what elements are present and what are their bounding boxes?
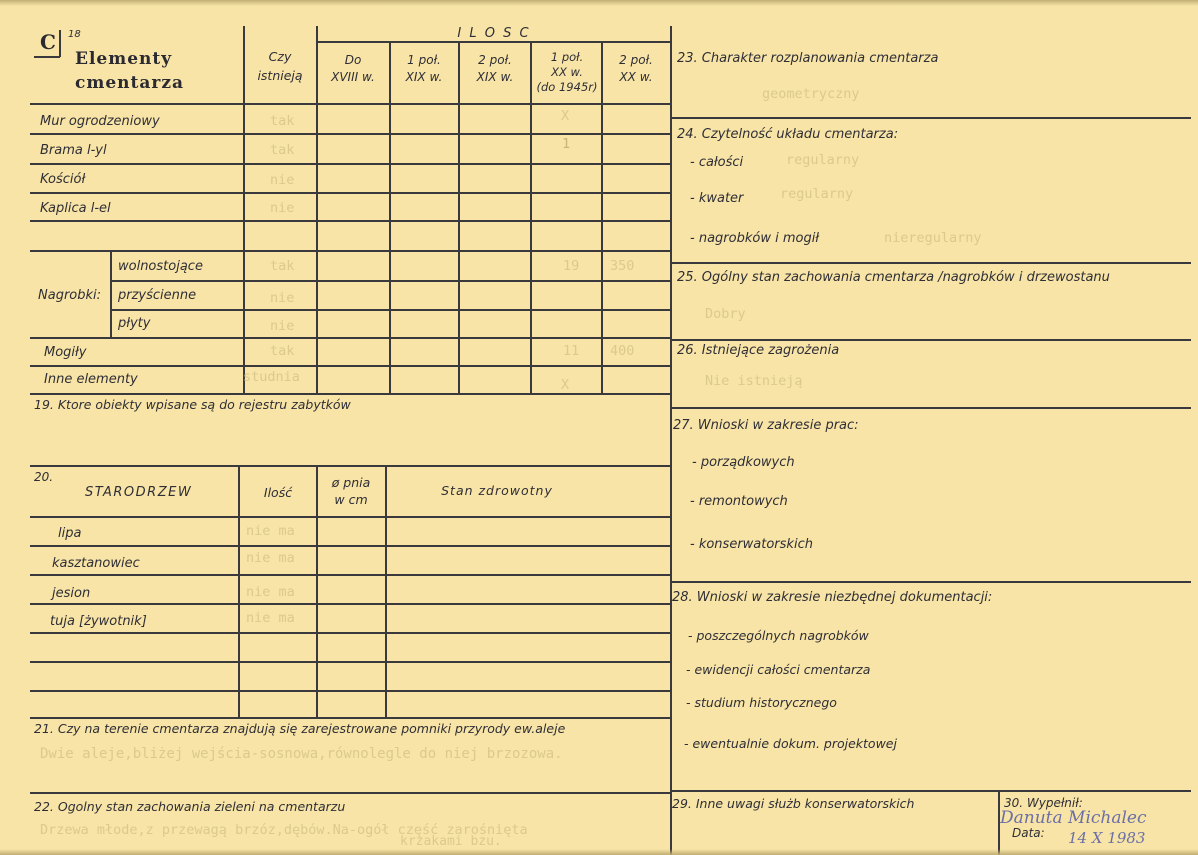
row-kosciol-czy: nie xyxy=(270,172,295,188)
nagrobki-label: Nagrobki: xyxy=(38,288,102,303)
paper-edge-top xyxy=(0,0,1198,6)
tree-name-jesion: jesion xyxy=(52,586,91,601)
q24-item-kwater: - kwater xyxy=(690,191,744,206)
tree-col-rule xyxy=(385,465,387,717)
q30-label: 30. Wypełnił: xyxy=(1004,796,1083,810)
row-label-kosciol: Kościół xyxy=(40,172,86,187)
card-letter: C xyxy=(40,30,57,54)
row-mur-p4: X xyxy=(561,108,570,124)
row-rule xyxy=(30,192,670,194)
center-divider xyxy=(670,26,672,855)
q27-label: 27. Wnioski w zakresie prac: xyxy=(673,418,859,433)
col-rule xyxy=(458,42,460,393)
card-title-line1: Elementy xyxy=(75,49,173,69)
col-rule xyxy=(389,42,391,393)
row-mogily-p5: 400 xyxy=(610,343,635,359)
q26-answer: Nie istnieją xyxy=(705,373,803,389)
q24-bottom-rule xyxy=(671,262,1191,264)
row-label-plyty: płyty xyxy=(118,316,151,331)
q19-bottom-rule xyxy=(30,465,670,467)
q22-label: 22. Ogolny stan zachowania zieleni na cmentarzu xyxy=(34,799,346,814)
q27-item-porzadkowych: - porządkowych xyxy=(692,455,795,470)
q22-answer: Drzewa młode,z przewagą brzóz,dębów.Na-ogół część zarośnięta xyxy=(40,822,528,838)
ilosc-rule xyxy=(318,41,670,43)
row-label-wolnostojace: wolnostojące xyxy=(118,259,203,274)
q29-label: 29. Inne uwagi służb konserwatorskich xyxy=(672,796,915,811)
signature: Danuta Michalec xyxy=(1000,808,1147,828)
row-rule xyxy=(30,133,670,135)
row-przyscienne-czy: nie xyxy=(270,290,295,306)
q27-item-remontowych: - remontowych xyxy=(690,494,788,509)
row-wolnostojace-p5: 350 xyxy=(610,258,635,274)
row-brama-czy: tak xyxy=(270,142,295,158)
q28-bottom-rule xyxy=(671,790,1191,792)
q25-answer: Dobry xyxy=(705,306,746,322)
row-label-brama: Brama l-yl xyxy=(40,143,107,158)
row-mur-czy: tak xyxy=(270,113,295,129)
row-brama-p4: 1 xyxy=(562,136,571,152)
col-header-period-2: 1 poł. XIX w. xyxy=(405,53,443,84)
row-rule xyxy=(30,337,670,339)
q22-answer-line2: krzakami bzu. xyxy=(400,834,502,849)
q24-label: 24. Czytelność układu cmentarza: xyxy=(677,127,899,142)
q24-item-nagrobkow: - nagrobków i mogił xyxy=(690,231,820,246)
q27-bottom-rule xyxy=(671,581,1191,583)
q20-col-ilosc: Ilość xyxy=(263,485,293,500)
header-bottom-rule xyxy=(30,103,670,105)
q26-label: 26. Istniejące zagrożenia xyxy=(677,343,840,358)
q20-bottom-rule xyxy=(30,717,670,719)
row-label-kaplica: Kaplica l-el xyxy=(40,201,111,216)
row-rule xyxy=(30,250,670,252)
tree-ilosc-tuja: nie ma xyxy=(246,610,295,626)
row-inne-p4: X xyxy=(561,377,570,393)
q20-col-stan: Stan zdrowotny xyxy=(441,483,553,498)
q21-label: 21. Czy na terenie cmentarza znajdują się zarejestrowane pomniki przyrody ew.aleje xyxy=(34,721,566,736)
row-label-mogily: Mogiły xyxy=(44,345,87,360)
tree-ilosc-jesion: nie ma xyxy=(246,584,295,600)
q28-item-projektowej: - ewentualnie dokum. projektowej xyxy=(684,736,897,751)
q24-answer-nagrobkow: nieregularny xyxy=(884,230,982,246)
col-rule xyxy=(530,42,532,393)
q28-label: 28. Wnioski w zakresie niezbędnej dokumentacji: xyxy=(672,590,993,605)
row-rule xyxy=(30,365,670,367)
q20-label: STARODRZEW xyxy=(85,485,193,500)
row-wolnostojace-czy: tak xyxy=(270,258,295,274)
q20-col-pien: ø pnia w cm xyxy=(331,475,371,507)
row-label-inne: Inne elementy xyxy=(44,372,138,387)
tree-col-rule xyxy=(316,465,318,717)
tree-rule xyxy=(30,574,670,576)
col-rule xyxy=(601,42,603,393)
row-inne-czy: studnia xyxy=(243,369,300,385)
tree-name-kasztanowiec: kasztanowiec xyxy=(52,556,140,571)
tree-ilosc-kasztanowiec: nie ma xyxy=(246,550,295,566)
q25-bottom-rule xyxy=(671,339,1191,341)
tree-rule xyxy=(30,545,670,547)
paper-edge-bottom xyxy=(0,849,1198,855)
q23-label: 23. Charakter rozplanowania cmentarza xyxy=(677,51,939,66)
tree-rule xyxy=(30,603,670,605)
col-rule xyxy=(243,26,245,393)
row-label-przyscienne: przyścienne xyxy=(118,288,197,303)
q24-answer-calosci: regularny xyxy=(786,152,860,168)
tree-ilosc-lipa: nie ma xyxy=(246,523,295,539)
q21-bottom-rule xyxy=(30,792,670,794)
row-label-mur: Mur ogrodzeniowy xyxy=(40,114,160,129)
q25-label: 25. Ogólny stan zachowania cmentarza /nagrobków i drzewostanu xyxy=(677,270,1110,285)
q28-item-studium: - studium historycznego xyxy=(686,695,837,710)
q19-label: 19. Ktore obiekty wpisane są do rejestru zabytków xyxy=(34,397,351,412)
col-header-period-4: 1 poł. XX w. (do 1945r) xyxy=(536,50,598,94)
col-header-ilosc: I L O S C xyxy=(457,26,531,41)
q30-date-label: Data: xyxy=(1012,826,1045,840)
q26-bottom-rule xyxy=(671,407,1191,409)
tree-rule xyxy=(30,661,670,663)
q27-item-konserwatorskich: - konserwatorskich xyxy=(690,537,813,552)
card-title-line2: cmentarza xyxy=(75,73,185,93)
row-plyty-czy: nie xyxy=(270,318,295,334)
nagrobki-col-rule xyxy=(110,250,112,337)
row-mogily-p4: 11 xyxy=(563,343,580,359)
q30-date-value: 14 X 1983 xyxy=(1068,829,1146,847)
tree-rule xyxy=(30,632,670,634)
tree-rule xyxy=(30,516,670,518)
tree-col-rule xyxy=(238,465,240,717)
col-rule xyxy=(316,26,318,393)
col-header-czy: Czy istnieją xyxy=(257,49,303,83)
q21-answer: Dwie aleje,bliżej wejścia-sosnowa,równolegle do niej brzozowa. xyxy=(40,746,563,762)
tree-rule xyxy=(30,690,670,692)
tree-name-tuja: tuja [żywotnik] xyxy=(50,614,147,629)
q23-bottom-rule xyxy=(671,117,1191,119)
q24-item-calosci: - całości xyxy=(690,155,744,170)
corner-mark-vertical xyxy=(59,30,61,57)
tree-name-lipa: lipa xyxy=(58,526,82,541)
row-mogily-czy: tak xyxy=(270,343,295,359)
q20-number: 20. xyxy=(34,470,54,484)
row-wolnostojace-p4: 19 xyxy=(563,258,580,274)
q28-item-nagrobkow: - poszczególnych nagrobków xyxy=(688,628,869,643)
q28-item-ewidencji: - ewidencji całości cmentarza xyxy=(686,662,871,677)
q24-answer-kwater: regularny xyxy=(780,186,854,202)
row-rule xyxy=(30,220,670,222)
col-header-period-1: Do XVIII w. xyxy=(331,53,375,84)
q23-answer: geometryczny xyxy=(762,86,860,102)
col-header-period-3: 2 poł. XIX w. xyxy=(476,53,514,84)
card-number: 18 xyxy=(68,29,81,40)
row-rule xyxy=(30,393,670,395)
col-header-period-5: 2 poł. XX w. xyxy=(619,53,653,84)
row-kaplica-czy: nie xyxy=(270,200,295,216)
row-rule xyxy=(30,163,670,165)
corner-mark xyxy=(34,56,60,58)
